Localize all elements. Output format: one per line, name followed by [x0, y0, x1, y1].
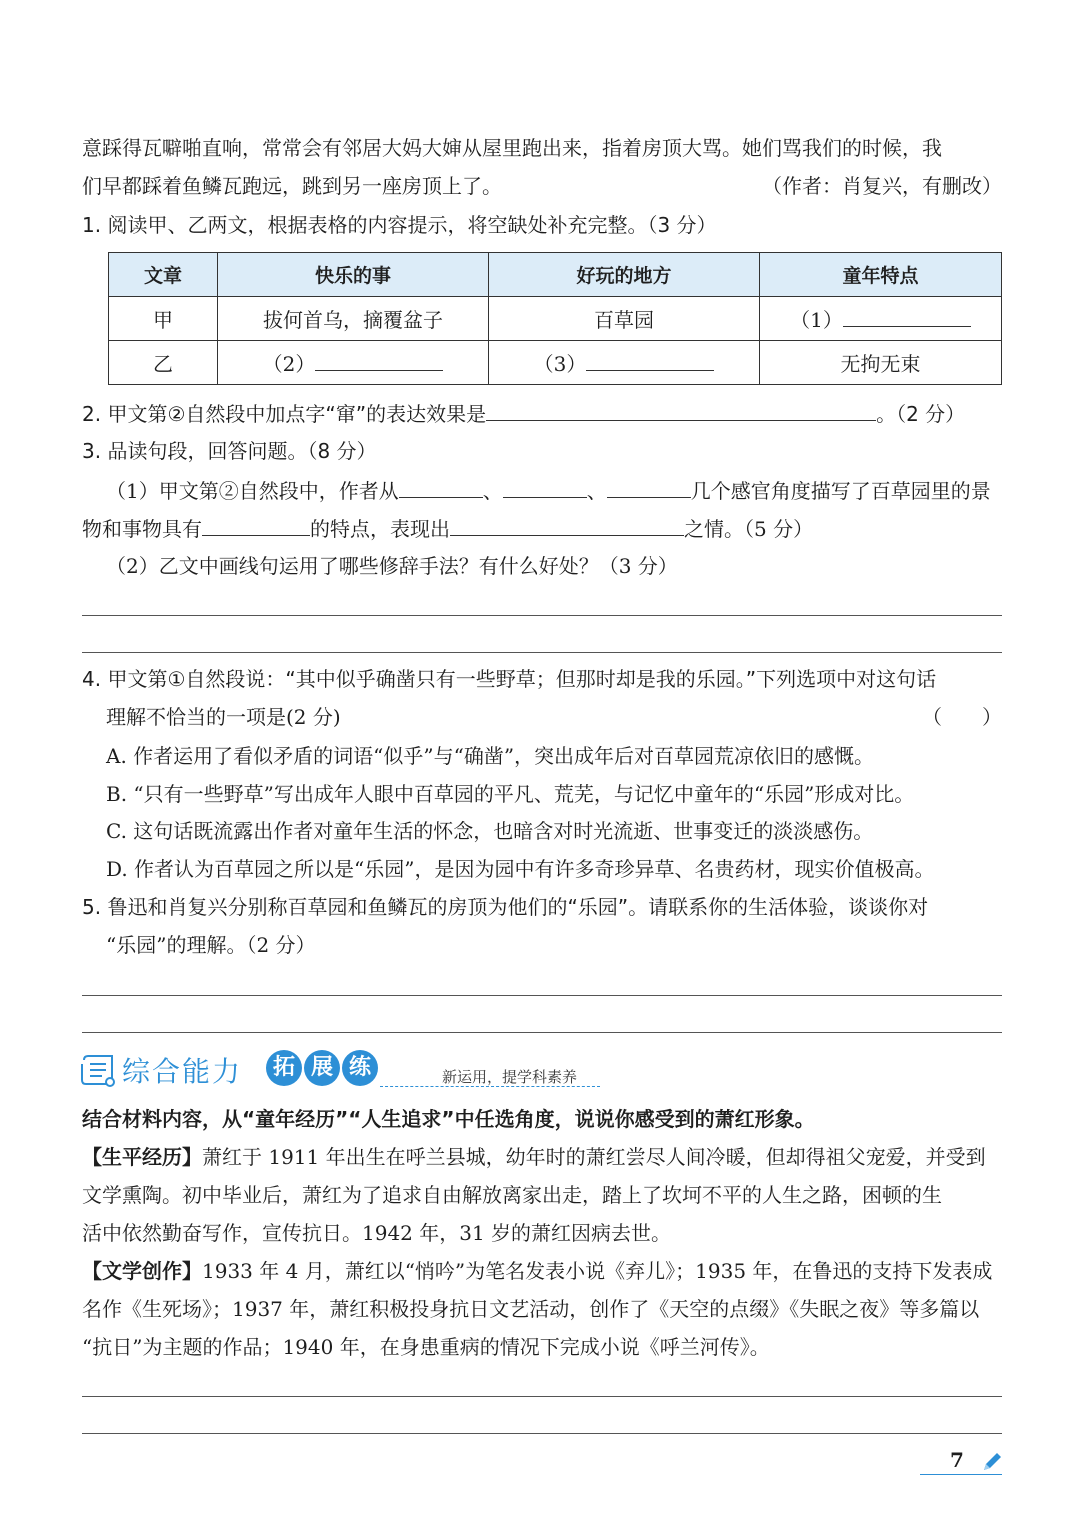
table-cell-blank-1[interactable]	[760, 297, 1002, 341]
q3-text: 物和事物具有	[82, 517, 202, 541]
answer-line[interactable]	[82, 1433, 1002, 1434]
answer-paren[interactable]: （ ）	[922, 705, 1002, 729]
fill-blank[interactable]	[450, 513, 684, 536]
page-number-rule	[920, 1474, 1002, 1475]
section-header	[80, 1046, 680, 1092]
table-cell: 无拘无束	[760, 341, 1002, 385]
bio-line-1	[82, 1142, 1002, 1172]
lit-line-3: “抗日”为主题的作品；1940 年，在身患重病的情况下完成小说《呼兰河传》。	[82, 1335, 770, 1359]
answer-line[interactable]	[82, 995, 1002, 996]
blank-label: （1）	[790, 308, 843, 332]
table-cell: 拔何首乌，摘覆盆子	[218, 297, 489, 341]
question-1: 1. 阅读甲、乙两文，根据表格的内容提示，将空缺处补充完整。（3 分）	[82, 213, 717, 237]
lit-line-2: 名作《生死场》；1937 年，萧红积极投身抗日文艺活动，创作了《天空的点缀》《失眠之夜》等多篇以	[82, 1297, 980, 1321]
answer-line[interactable]	[82, 1032, 1002, 1033]
scroll-icon	[80, 1054, 118, 1088]
answer-line[interactable]	[82, 615, 1002, 616]
blank-label: （3）	[533, 352, 587, 376]
passage-line-2	[82, 171, 1002, 201]
table-header: 快乐的事	[218, 253, 489, 297]
section-badge: 展	[304, 1050, 340, 1086]
passage-source: （作者：肖复兴，有删改）	[762, 174, 1002, 198]
question-2	[82, 398, 1002, 429]
lit-line-1	[82, 1256, 1002, 1286]
question-3-part-1	[106, 475, 1026, 506]
section-subtitle: 新运用，提学科素养	[442, 1068, 578, 1086]
section-badge: 练	[342, 1050, 378, 1086]
question-5-cont: “乐园”的理解。（2 分）	[106, 933, 316, 957]
answer-line[interactable]	[82, 652, 1002, 653]
bio-line-2: 文学熏陶。初中毕业后，萧红为了追求自由解放离家出走，踏上了坎坷不平的人生之路，困顿的生	[82, 1183, 942, 1207]
question-5: 5. 鲁迅和肖复兴分别称百草园和鱼鳞瓦的房顶为他们的“乐园”。请联系你的生活体验，谈谈你对	[82, 895, 929, 919]
table-header: 文章	[109, 253, 218, 297]
q3-text: 之情。（5 分）	[684, 517, 814, 541]
question-3: 3. 品读句段，回答问题。（8 分）	[82, 439, 377, 463]
fill-blank[interactable]	[399, 475, 483, 498]
q3-sep: 、	[586, 479, 607, 503]
fill-blank[interactable]	[503, 475, 587, 498]
section-title: 综合能力	[122, 1055, 243, 1088]
passage-line-1: 意踩得瓦噼啪直响，常常会有邻居大妈大婶从屋里跑出来，指着房顶大骂。她们骂我们的时候，我	[82, 136, 942, 160]
fill-blank[interactable]	[202, 513, 310, 536]
lit-text: 1933 年 4 月，萧红以“悄吟”为笔名发表小说《弃儿》；1935 年，在鲁迅的支持下发表成	[202, 1259, 993, 1283]
table-cell: 乙	[109, 341, 218, 385]
question-3-part-1-cont	[82, 513, 1002, 544]
option-b: B. “只有一些野草”写出成年人眼中百草园的平凡、荒芜，与记忆中童年的“乐园”形成对比。	[106, 782, 915, 806]
table-cell-blank-2[interactable]	[218, 341, 489, 385]
question-4-text: 理解不恰当的一项是(2 分)	[106, 705, 341, 729]
bio-tag: 【生平经历】	[82, 1145, 202, 1169]
lit-tag: 【文学创作】	[82, 1259, 202, 1283]
passage-line-2-text: 们早都踩着鱼鳞瓦跑远，跳到另一座房顶上了。	[82, 174, 502, 198]
option-d: D. 作者认为百草园之所以是“乐园”，是因为园中有许多奇珍异草、名贵药材，现实价值极高。	[106, 857, 935, 881]
table-cell: 甲	[109, 297, 218, 341]
table-header: 好玩的地方	[489, 253, 760, 297]
q3-sep: 、	[482, 479, 503, 503]
fill-blank[interactable]	[486, 398, 876, 421]
blank-label: （2）	[262, 352, 316, 376]
q3-text: 的特点，表现出	[310, 517, 450, 541]
table-row	[109, 297, 1002, 341]
table-header-row	[109, 253, 1002, 297]
fill-blank[interactable]	[586, 348, 714, 371]
fill-blank[interactable]	[607, 475, 691, 498]
q3-text: 几个感官角度描写了百草园里的景	[690, 479, 991, 503]
pencil-icon	[980, 1450, 1004, 1474]
bio-text: 萧红于 1911 年出生在呼兰县城，幼年时的萧红尝尽人间冷暖，但却得祖父宠爱，并受到	[202, 1145, 986, 1169]
table-header: 童年特点	[760, 253, 1002, 297]
table-cell: 百草园	[489, 297, 760, 341]
option-a: A. 作者运用了看似矛盾的词语“似乎”与“确凿”，突出成年后对百草园荒凉依旧的感慨。	[106, 744, 875, 768]
question-2-text: 2. 甲文第②自然段中加点字“窜”的表达效果是	[82, 402, 487, 426]
page-number: 7	[950, 1448, 964, 1472]
answer-table	[108, 252, 1002, 385]
question-4: 4. 甲文第①自然段说：“其中似乎确凿只有一些野草；但那时却是我的乐园。”下列选项中对这句话	[82, 667, 937, 691]
table-row	[109, 341, 1002, 385]
question-3-part-2: （2）乙文中画线句运用了哪些修辞手法？有什么好处？（3 分）	[106, 554, 678, 578]
section-badge: 拓	[266, 1050, 302, 1086]
fill-blank[interactable]	[315, 348, 443, 371]
table-cell-blank-3[interactable]	[489, 341, 760, 385]
question-2-tail: 。（2 分）	[876, 402, 966, 426]
bio-line-3: 活中依然勤奋写作，宣传抗日。1942 年，31 岁的萧红因病去世。	[82, 1221, 672, 1245]
question-4-cont	[106, 702, 1002, 732]
option-c: C. 这句话既流露出作者对童年生活的怀念，也暗含对时光流逝、世事变迁的淡淡感伤。	[106, 819, 874, 843]
answer-line[interactable]	[82, 1396, 1002, 1397]
q3-text: （1）甲文第②自然段中，作者从	[106, 479, 399, 503]
fill-blank[interactable]	[843, 304, 971, 327]
extension-prompt: 结合材料内容，从“童年经历”“人生追求”中任选角度，说说你感受到的萧红形象。	[82, 1107, 815, 1131]
